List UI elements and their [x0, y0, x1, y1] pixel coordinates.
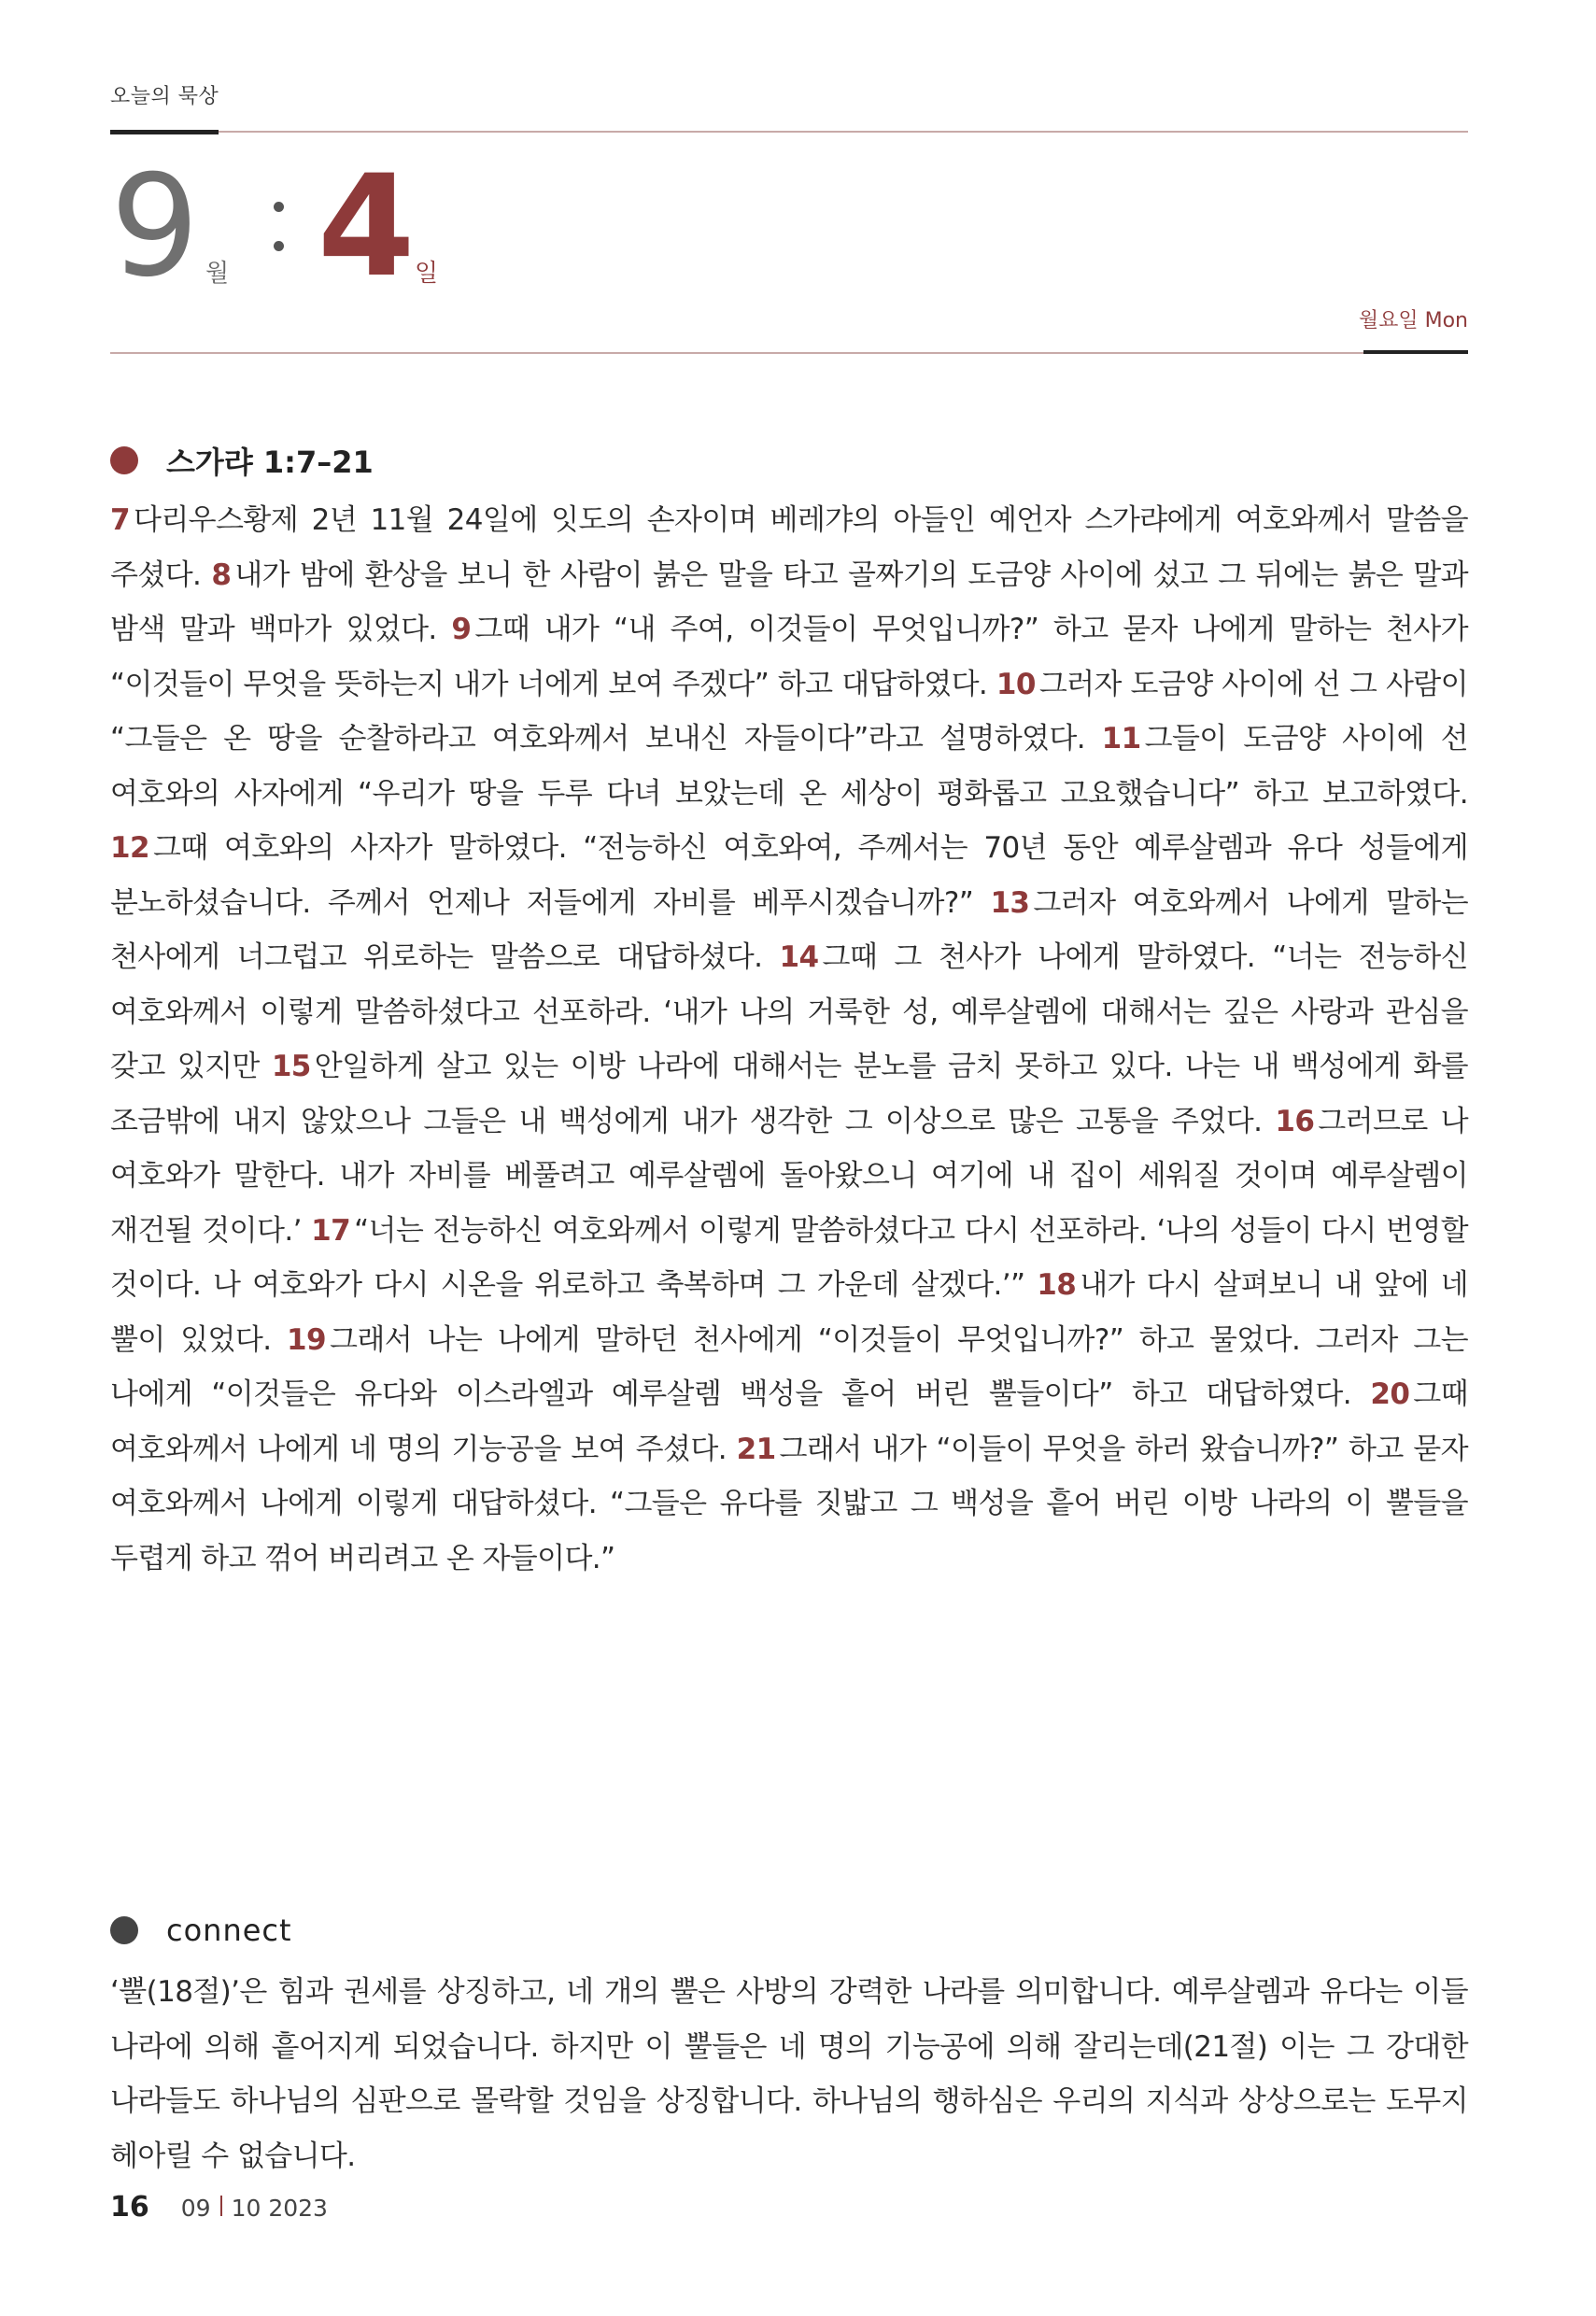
page-number: 16 — [110, 2191, 149, 2224]
issue-separator — [220, 2196, 222, 2216]
verse-text: 그러자 도금양 사이에 선 그 사람이 “그들은 온 땅을 순찰하라고 여호와께서 보내신 자들이다”라고 설명하였다. — [110, 667, 1468, 756]
verse-number: 8 — [211, 558, 232, 592]
top-divider — [110, 131, 1468, 133]
verse-number: 9 — [451, 613, 472, 646]
verse-number: 14 — [779, 940, 819, 974]
verse-text: 그때 그 천사가 나에게 말하였다. “너는 전능하신 여호와께서 이렇게 말씀하셨다고 선포하라. ‘내가 나의 거룩한 성, 예루살렘에 대해서는 깊은 사랑과 관심을 갖고 있지만 — [110, 940, 1468, 1083]
verse-number: 7 — [110, 503, 130, 537]
verse-text: 내가 다시 살펴보니 내 앞에 네 뿔이 있었다. — [110, 1268, 1468, 1357]
verse-text: 그러자 여호와께서 나에게 말하는 천사에게 너그럽고 위로하는 말씀으로 대답하셨다. — [110, 885, 1468, 974]
verse-number: 16 — [1275, 1104, 1315, 1138]
verse-number: 10 — [996, 667, 1036, 701]
verse-number: 13 — [990, 885, 1030, 920]
verse-text: 그러므로 나 여호와가 말한다. 내가 자비를 베풀려고 예루살렘에 돌아왔으니 여기에 내 집이 세워질 것이며 예루살렘이 재건될 것이다.’ — [110, 1104, 1468, 1248]
month-number: 9 — [110, 146, 200, 308]
verse-text: 그들이 도금양 사이에 선 여호와의 사자에게 “우리가 땅을 두루 다녀 보았는데 온 세상이 평화롭고 고요했습니다” 하고 보고하였다. — [110, 722, 1468, 811]
verse-text: 다리우스황제 2년 11월 24일에 잇도의 손자이며 베레갸의 아들인 예언자 스가랴에게 여호와께서 말씀을 주셨다. — [110, 503, 1468, 592]
verse-number: 18 — [1037, 1268, 1077, 1302]
section-label: 오늘의 묵상 — [110, 85, 219, 108]
verse-number: 11 — [1101, 722, 1141, 756]
verse-text: 내가 밤에 환상을 보니 한 사람이 붉은 말을 타고 골짜기의 도금양 사이에 섰고 그 뒤에는 붉은 말과 밤색 말과 백마가 있었다. — [110, 558, 1468, 646]
date-display — [110, 146, 577, 308]
connect-title: connect — [166, 1913, 292, 1948]
scripture-reference: 스가랴 1:7–21 — [166, 445, 374, 480]
verse-number: 21 — [736, 1432, 776, 1466]
bullet-dot-icon — [110, 1916, 138, 1944]
scripture-heading — [110, 439, 374, 482]
verse-text: 그래서 나는 나에게 말하던 천사에게 “이것들이 무엇입니까?” 하고 물었다. 그러자 그는 나에게 “이것들은 유다와 이스라엘과 예루살렘 백성을 흩어 버린 뿔들이다” 하고 대답하였다. — [110, 1322, 1468, 1411]
verse-number: 12 — [110, 831, 149, 865]
connect-text: ‘뿔(18절)’은 힘과 권세를 상징하고, 네 개의 뿔은 사방의 강력한 나라를 의미합니다. 예루살렘과 유다는 이들 나라에 의해 흩어지게 되었습니다. 하지만 이 뿔들은 네 명의 기능공에 의해 잘리는데(21절) 이는 그 강대한 나라들도 하나님의 심판으로 몰락할 것임을 상징합니다. 하나님의 행하심은 우리의 지식과 상상으로는 도무지 헤아릴 수 없습니다. — [110, 1975, 1468, 2173]
verse-text: 안일하게 살고 있는 이방 나라에 대해서는 분노를 금치 못하고 있다. 나는 내 백성에게 화를 조금밖에 내지 않았으나 그들은 내 백성에게 내가 생각한 그 이상으로 많은 고통을 주었다. — [110, 1050, 1469, 1138]
verse-number: 17 — [311, 1213, 351, 1248]
month-unit: 월 — [205, 260, 230, 288]
scripture-text — [110, 493, 1468, 1586]
day-unit: 일 — [415, 260, 439, 288]
weekday-underline — [1363, 350, 1468, 354]
verse-text: “너는 전능하신 여호와께서 이렇게 말씀하셨다고 다시 선포하라. ‘나의 성들이 다시 번영할 것이다. 나 여호와가 다시 시온을 위로하고 축복하며 그 가운데 살겠다.’” — [110, 1213, 1468, 1302]
bullet-dot-icon — [110, 446, 138, 474]
weekday-label: 월요일 Mon — [1358, 309, 1468, 332]
page-footer — [110, 2191, 328, 2224]
verse-number: 19 — [287, 1322, 326, 1357]
verse-number: 20 — [1370, 1377, 1410, 1411]
verse-text: 그래서 내가 “이들이 무엇을 하러 왔습니까?” 하고 묻자 여호와께서 나에게 이렇게 대답하셨다. “그들은 유다를 짓밟고 그 백성을 흩어 버린 이방 나라의 이 뿔들을 두렵게 하고 꺾어 버리려고 온 자들이다.” — [110, 1432, 1468, 1575]
header-divider — [110, 352, 1468, 354]
verse-number: 15 — [271, 1050, 311, 1083]
verse-text: 그때 내가 “내 주여, 이것들이 무엇입니까?” 하고 묻자 나에게 말하는 천사가 “이것들이 무엇을 뜻하는지 내가 너에게 보여 주겠다” 하고 대답하였다. — [110, 613, 1468, 701]
verse-text: 그때 여호와의 사자가 말하였다. “전능하신 여호와여, 주께서는 70년 동안 예루살렘과 유다 성들에게 분노하셨습니다. 주께서 언제나 저들에게 자비를 베푸시겠습니까?” — [110, 831, 1468, 920]
verse-text: 그때 여호와께서 나에게 네 명의 기능공을 보여 주셨다. — [110, 1377, 1468, 1466]
issue-months: 09 — [180, 2195, 211, 2222]
top-divider-accent — [110, 130, 219, 134]
issue-date: 10 2023 — [231, 2195, 328, 2222]
date-colon-icon — [274, 202, 285, 267]
connect-heading — [110, 1913, 292, 1948]
day-number: 4 — [318, 146, 416, 308]
